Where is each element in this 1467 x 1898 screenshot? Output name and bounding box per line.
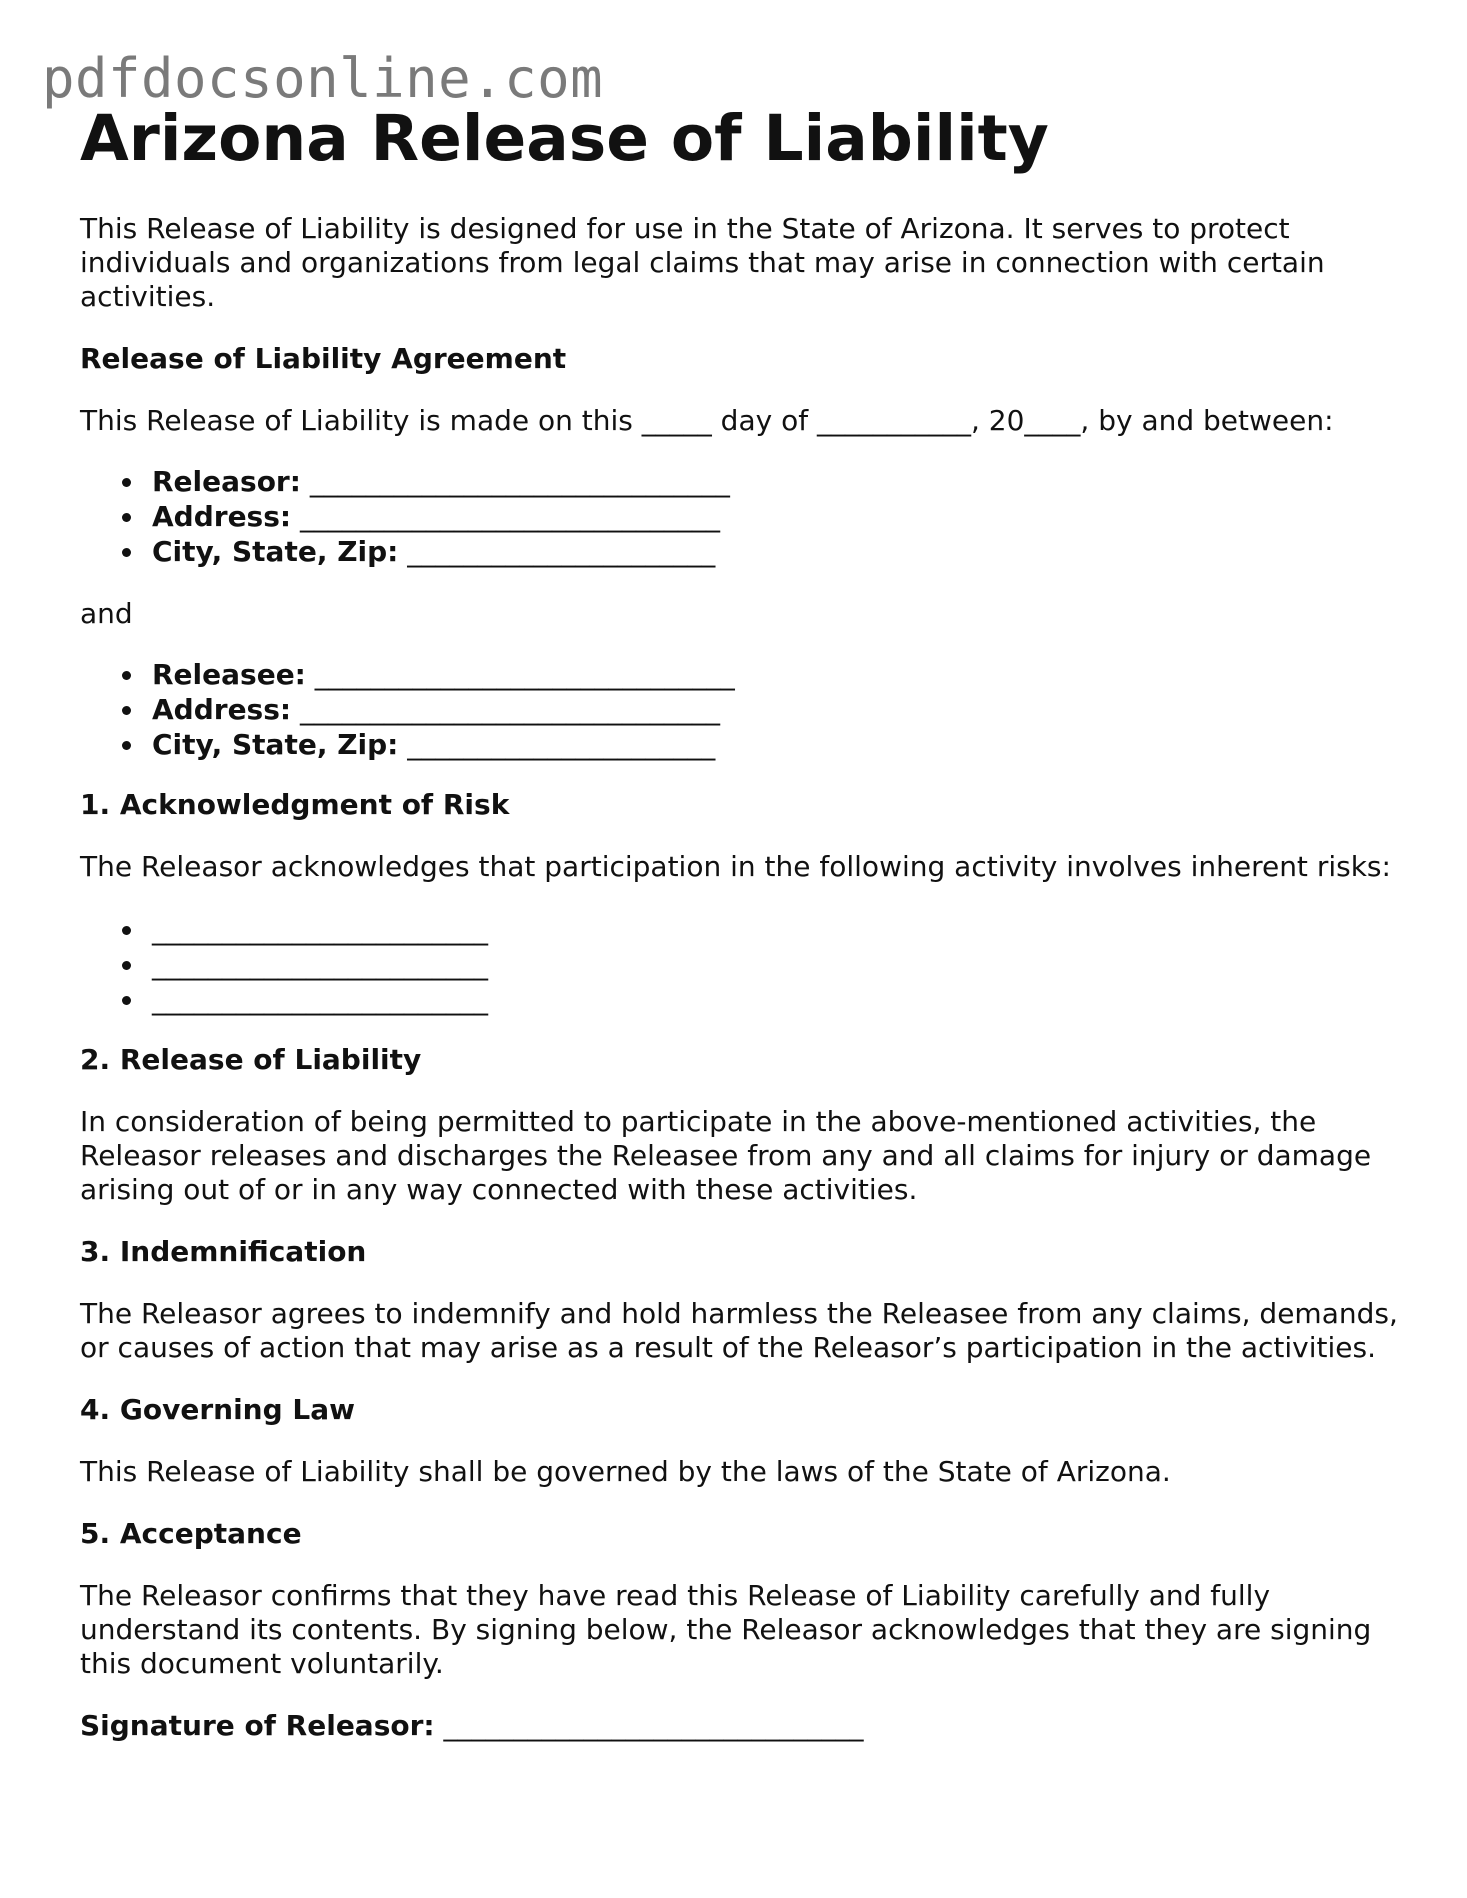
field-blank: ______________________________ [309, 465, 730, 498]
section-heading: 4. Governing Law [80, 1393, 355, 1426]
field-label: Address: [152, 500, 292, 533]
made-on-line: This Release of Liability is made on this _____ day of ___________, 20____, by and between: [80, 404, 1334, 437]
document-page [80, 100, 1400, 1743]
section-body: In consideration of being permitted to participate in the above-mentioned activities, the Releasor releases and discharges the Releasee from any and all claims for injury or damage arising out of or in any way connected with these activities. [80, 1105, 1372, 1206]
signature-blank: ______________________________ [443, 1709, 864, 1742]
and-text: and [80, 597, 133, 630]
releasee-city-state-zip-field[interactable] [152, 727, 1400, 762]
field-label: City, State, Zip: [152, 535, 399, 568]
activity-blank[interactable]: ________________________ [152, 912, 1400, 947]
releasee-field-list [80, 657, 1400, 762]
activity-blank[interactable]: ________________________ [152, 982, 1400, 1017]
watermark: pdfdocsonline.com [42, 47, 604, 110]
signature-label: Signature of Releasor: [80, 1709, 435, 1742]
activity-blank[interactable]: ________________________ [152, 947, 1400, 982]
field-blank: ______________________________ [300, 500, 720, 533]
releasor-name-field[interactable] [152, 464, 1400, 499]
section-heading: 1. Acknowledgment of Risk [80, 788, 510, 821]
activity-list [80, 912, 1400, 1017]
field-label: Address: [152, 693, 292, 726]
field-blank: ______________________ [407, 535, 716, 568]
field-blank: ______________________ [407, 728, 716, 761]
field-label: City, State, Zip: [152, 728, 399, 761]
section-heading: 5. Acceptance [80, 1517, 302, 1550]
page-title: Arizona Release of Liability [80, 102, 1049, 175]
section-body: The Releasor confirms that they have read this Release of Liability carefully and fully understand its contents. By signing below, the Releasor acknowledges that they are signing this document voluntarily. [80, 1579, 1372, 1680]
section-body: The Releasor acknowledges that participation in the following activity involves inherent risks: [80, 850, 1391, 883]
signature-line[interactable] [80, 1709, 1400, 1743]
releasee-name-field[interactable] [152, 657, 1400, 692]
field-blank: ______________________________ [300, 693, 720, 726]
section-body: The Releasor agrees to indemnify and hold harmless the Releasee from any claims, demands, or causes of action that may arise as a result of the Releasor’s participation in the activities. [80, 1297, 1398, 1364]
section-body: This Release of Liability shall be governed by the laws of the State of Arizona. [80, 1455, 1171, 1488]
field-blank: ______________________________ [314, 658, 735, 691]
section-heading: 2. Release of Liability [80, 1043, 422, 1076]
releasee-address-field[interactable] [152, 692, 1400, 727]
intro-paragraph: This Release of Liability is designed for use in the State of Arizona. It serves to protect individuals and organizations from legal claims that may arise in connection with certain activities. [80, 212, 1325, 313]
field-label: Releasor: [152, 465, 301, 498]
releasor-address-field[interactable] [152, 499, 1400, 534]
agreement-heading: Release of Liability Agreement [80, 342, 567, 375]
releasor-field-list [80, 464, 1400, 569]
field-label: Releasee: [152, 658, 306, 691]
releasor-city-state-zip-field[interactable] [152, 534, 1400, 569]
section-heading: 3. Indemnification [80, 1235, 367, 1268]
